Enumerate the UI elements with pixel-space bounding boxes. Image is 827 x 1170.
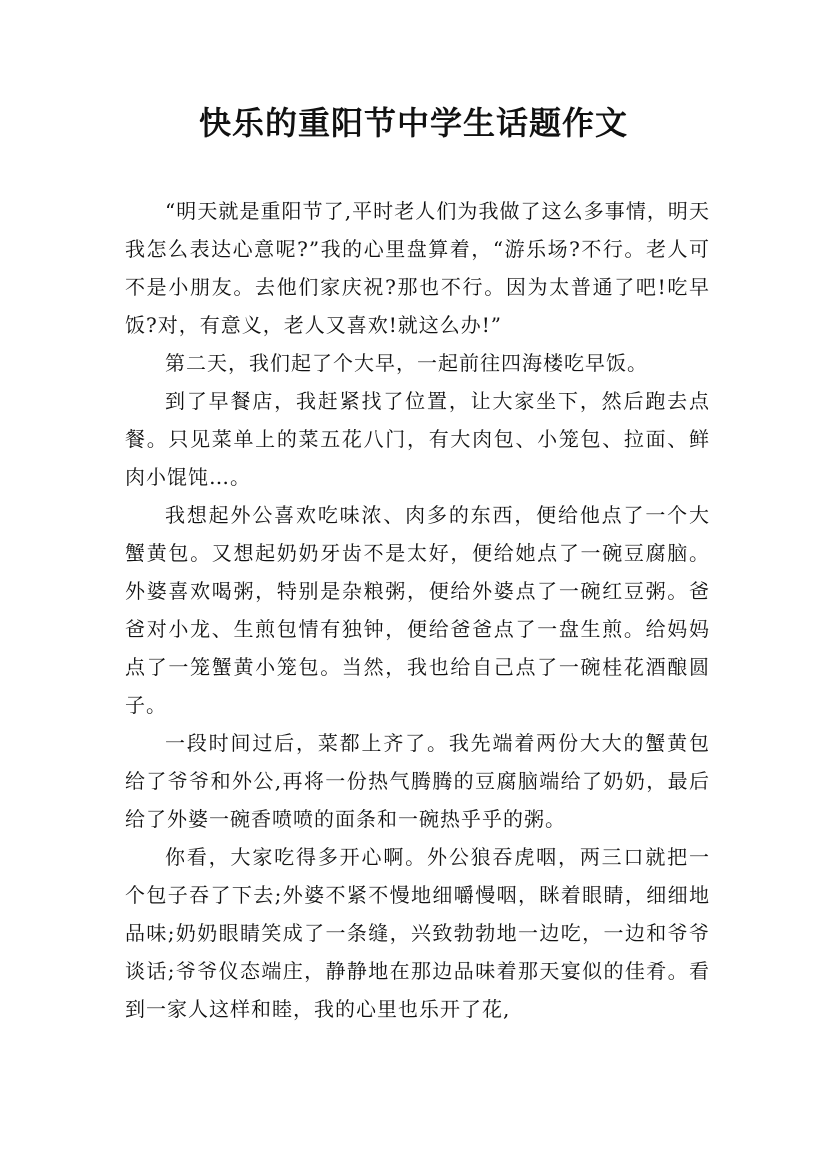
paragraph: 第二天，我们起了个大早，一起前往四海楼吃早饭。: [165, 351, 648, 375]
paragraph: “明天就是重阳节了,平时老人们为我做了这么多事情，明天我怎么表达心意呢?”我的心里盘算着，“游乐场?不行。老人可不是小朋友。去他们家庆祝?那也不行。因为太普通了吧!吃早饭?对，有意义，老人又喜欢!就这么办!”: [125, 199, 710, 337]
paragraph: 到了早餐店，我赶紧找了位置，让大家坐下，然后跑去点餐。只见菜单上的菜五花八门，有大肉包、小笼包、拉面、鲜肉小馄饨…。: [125, 389, 710, 489]
paragraph: 你看，大家吃得多开心啊。外公狼吞虎咽，两三口就把一个包子吞了下去;外婆不紧不慢地细嚼慢咽，眯着眼睛，细细地品味;奶奶眼睛笑成了一条缝，兴致勃勃地一边吃，一边和爷爷谈话;爷爷仪态端庄，静静地在那边品味着那天宴似的佳肴。看到一家人这样和睦，我的心里也乐开了花,: [125, 845, 710, 1021]
paragraph: 我想起外公喜欢吃味浓、肉多的东西，便给他点了一个大蟹黄包。又想起奶奶牙齿不是太好，便给她点了一碗豆腐脑。外婆喜欢喝粥，特别是杂粮粥，便给外婆点了一碗红豆粥。爸爸对小龙、生煎包情有独钟，便给爸爸点了一盘生煎。给妈妈点了一笼蟹黄小笼包。当然，我也给自己点了一碗桂花酒酿圆子。: [125, 503, 710, 717]
document-title: 快乐的重阳节中学生话题作文: [198, 104, 628, 142]
paragraph: 一段时间过后，菜都上齐了。我先端着两份大大的蟹黄包给了爷爷和外公,再将一份热气腾腾的豆腐脑端给了奶奶，最后给了外婆一碗香喷喷的面条和一碗热乎乎的粥。: [125, 731, 710, 831]
document-body: [125, 192, 710, 1028]
